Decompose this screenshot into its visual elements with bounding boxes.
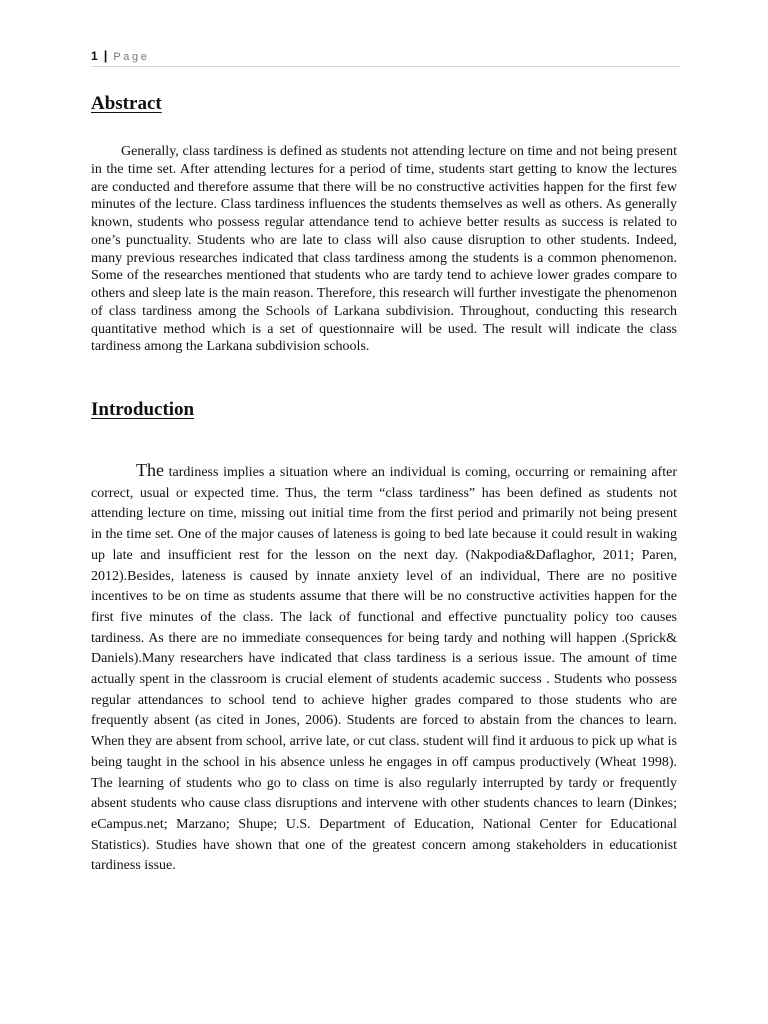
introduction-paragraph [91,460,677,877]
page-label: Page [113,51,150,63]
abstract-heading: Abstract [91,93,162,114]
page-number: 1 [91,49,98,63]
page-header [91,47,681,67]
introduction-first-word: The [136,460,164,480]
header-separator: | [103,48,108,63]
introduction-heading: Introduction [91,399,195,420]
abstract-paragraph: Generally, class tardiness is defined as students not attending lecture on time and not being present in the time set. After attending lectures for a period of time, students start getting to know the lectures are conducted and therefore assume that there will be no constructive activities happen for the first few minutes of the lecture. Class tardiness influences the students themselves as well as others. As generally known, students who possess regular attendance tend to achieve better results as success is related to one’s punctuality. Students who are late to class will also cause disruption to other students. Indeed, many previous researches indicated that class tardiness among the students is a common phenomenon. Some of the researches mentioned that students who are tardy tend to achieve lower grades compare to others and sleep late is the main reason. Therefore, this research will further investigate the phenomenon of class tardiness among the Schools of Larkana subdivision. Throughout, conducting this research quantitative method which is a set of questionnaire will be used. The result will indicate the class tardiness among the Larkana subdivision schools. [91,144,677,355]
introduction-body-text: tardiness implies a situation where an individual is coming, occurring or remaining after correct, usual or expected time. Thus, the term “class tardiness” has been defined as students not attending lecture on time, missing out initial time from the first period and primarily not being present in the time set. One of the major causes of lateness is going to bed late because it could result in waking up late and insufficient rest for the lesson on the next day. (Nakpodia&Daflaghor, 2011; Paren, 2012).Besides, lateness is caused by innate anxiety level of an individual, There are no positive incentives to be on time as students assume that there will be no constructive activities happen for the first five minutes of the class. The lack of functional and effective punctuality policy too causes tardiness. As there are no immediate consequences for being tardy and nothing will happen .(Sprick& Daniels).Many researchers have indicated that class tardiness is a serious issue. The amount of time actually spent in the classroom is crucial element of students academic success . Students who possess regular attendances to school tend to achieve higher grades compared to those students who are frequently absent (as cited in Jones, 2006). Students are forced to abstain from the chances to learn. When they are absent from school, arrive late, or cut class. student will find it arduous to pick up what is being taught in the school in his absence unless he engages in off campus productively (Wheat 1998). The learning of students who go to class on time is also regularly interrupted by tardy or frequently absent students who cause class disruptions and intervene with other students chances to learn (Dinkes; eCampus.net; Marzano; Shupe; U.S. Department of Education, National Center for Educational Statistics). Studies have shown that one of the greatest concern among stakeholders in educationist tardiness issue. [91,465,677,874]
